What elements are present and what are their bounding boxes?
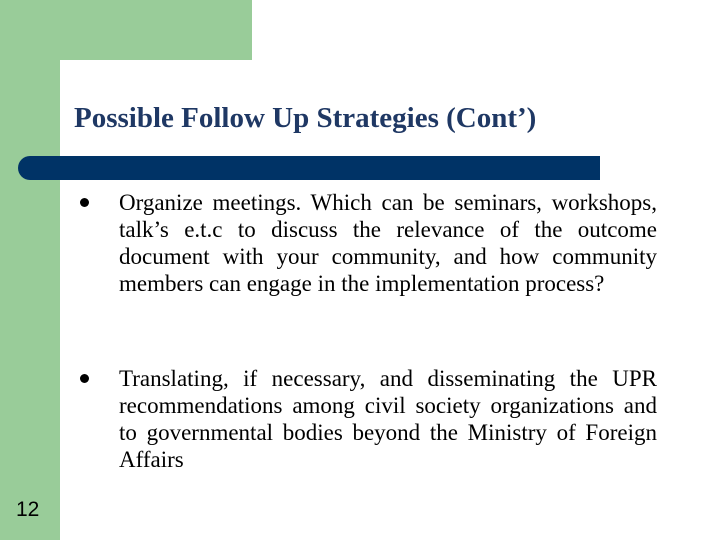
bullet-dot-2	[80, 374, 89, 383]
bullet-text-2: Translating, if necessary, and disseminating the UPR recommendations among civil society organizations and to governmental bodies beyond the Ministry of Foreign Affairs	[119, 366, 657, 472]
bullet-dot-1	[80, 198, 89, 207]
slide-title: Possible Follow Up Strategies (Cont’)	[74, 102, 537, 134]
slide-number: 12	[16, 498, 40, 521]
title-divider-bar	[18, 156, 600, 180]
bullet-text-1: Organize meetings. Which can be seminars, workshops, talk’s e.t.c to discuss the relevance of the outcome document with your community, and how community members can engage in the implementation process?	[119, 190, 657, 296]
side-accent-band	[0, 0, 60, 540]
top-accent-band	[0, 0, 252, 60]
